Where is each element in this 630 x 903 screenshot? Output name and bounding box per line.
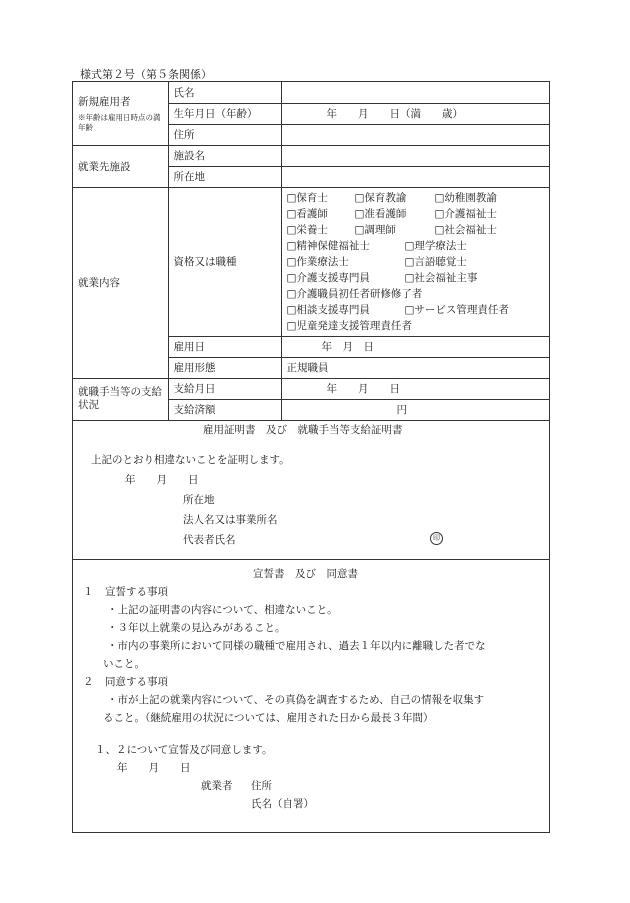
facility-name-label: 施設名 [168, 145, 281, 166]
pledge-date[interactable]: 年 月 日 [117, 762, 191, 774]
item1-point: ・上記の証明書の内容について、相違ないこと。 [107, 604, 338, 616]
facility-location-field[interactable] [281, 166, 549, 187]
section-divider [73, 559, 549, 560]
qualification-checkbox[interactable]: □介護支援専門員 [286, 271, 370, 284]
employee-address-label: 住所 [251, 780, 272, 792]
qualification-checkbox[interactable]: □准看護師 [354, 207, 407, 220]
hire-date-label: 雇用日 [168, 336, 281, 357]
address-label: 住所 [168, 124, 281, 145]
qualification-row [287, 270, 545, 286]
allowance-amount-unit: 円 [396, 404, 407, 416]
qualification-row [287, 318, 545, 334]
facility-label: 就業先施設 [73, 145, 168, 187]
name-field[interactable] [281, 82, 549, 103]
facility-name-field[interactable] [281, 145, 549, 166]
age-note: ※年齢は雇用日時点の満年齢 [78, 112, 161, 132]
allowance-amount-field[interactable] [281, 399, 549, 420]
qualification-row [287, 286, 545, 302]
hire-date-field[interactable] [281, 336, 549, 357]
new-employee-label: 新規雇用者 [78, 95, 131, 108]
new-employee-cell [73, 82, 168, 145]
employment-info-table [73, 82, 549, 421]
item2-point: ・市が上記の就業内容について、その真偽を調査するため、自己の情報を収集す [107, 694, 485, 706]
signature-label: 氏名（自署） [251, 798, 314, 810]
qualification-row [287, 302, 545, 318]
seal-mark: 印 [430, 531, 443, 545]
qualification-checklist [281, 187, 549, 336]
qualification-checkbox[interactable]: □社会福祉主事 [404, 271, 478, 284]
allowance-label: 就職手当等の支給状況 [73, 378, 168, 420]
qualification-checkbox[interactable]: □幼稚園教諭 [434, 191, 497, 204]
qualification-checkbox[interactable]: □精神保健福祉士 [286, 239, 370, 252]
employee-label: 就業者 [201, 780, 233, 792]
item2-point: ること。（継続雇用の状況については、雇用された日から最長３年間） [103, 712, 434, 724]
form-number: 様式第２号（第５条関係） [80, 68, 212, 81]
allowance-month-value: 年 月 日 [326, 383, 400, 395]
dob-value: 年 月 日（満 歳） [326, 108, 463, 120]
qualification-checkbox[interactable]: □児童発達支援管理責任者 [286, 319, 412, 332]
qualification-label: 資格又は職種 [168, 187, 281, 336]
agreement-statement: １、２について宣誓及び同意します。 [95, 744, 273, 756]
item1-heading: 宣誓する事項 [105, 586, 168, 598]
qualification-row [287, 206, 545, 222]
dob-label: 生年月日（年齢） [168, 103, 281, 124]
item2-number: ２ [83, 676, 94, 688]
certificate-location-label: 所在地 [183, 494, 215, 506]
allowance-month-field[interactable] [281, 378, 549, 399]
employment-type-field: 正規職員 [281, 357, 549, 378]
dob-field[interactable] [281, 103, 549, 124]
qualification-checkbox[interactable]: □保育士 [286, 191, 328, 204]
qualification-checkbox[interactable]: □作業療法士 [286, 255, 349, 268]
qualification-row [287, 190, 545, 206]
qualification-checkbox[interactable]: □社会福祉士 [434, 223, 497, 236]
item1-point: いこと。 [103, 658, 145, 670]
qualification-row [287, 238, 545, 254]
item1-number: １ [83, 586, 94, 598]
name-label: 氏名 [168, 82, 281, 103]
qualification-checkbox[interactable]: □理学療法士 [404, 239, 467, 252]
pledge-title: 宣誓書 及び 同意書 [253, 568, 358, 580]
address-field[interactable] [281, 124, 549, 145]
certificate-company-label: 法人名又は事業所名 [183, 514, 278, 526]
qualification-row [287, 254, 545, 270]
certificate-date[interactable]: 年 月 日 [125, 474, 199, 486]
item2-heading: 同意する事項 [105, 676, 168, 688]
certificate-rep-label: 代表者氏名 [183, 534, 236, 546]
work-label: 就業内容 [73, 187, 168, 378]
item1-point: ・市内の事業所において同様の職種で雇用され、過去１年以内に離職した者でな [107, 640, 486, 652]
qualification-checkbox[interactable]: □言語聴覚士 [404, 255, 467, 268]
qualification-checkbox[interactable]: □保育教諭 [354, 191, 407, 204]
item1-point: ・３年以上就業の見込みがあること。 [107, 622, 286, 634]
hire-date-value: 年 月 日 [321, 341, 374, 353]
qualification-checkbox[interactable]: □栄養士 [286, 223, 328, 236]
qualification-checkbox[interactable]: □サービス管理責任者 [404, 303, 509, 316]
facility-location-label: 所在地 [168, 166, 281, 187]
application-form [72, 81, 550, 833]
qualification-checkbox[interactable]: □調理師 [354, 223, 396, 236]
qualification-checkbox[interactable]: □介護福祉士 [434, 207, 497, 220]
certificate-title: 雇用証明書 及び 就職手当等支給証明書 [203, 424, 403, 436]
employment-type-label: 雇用形態 [168, 357, 281, 378]
qualification-checkbox[interactable]: □相談支援専門員 [286, 303, 370, 316]
allowance-month-label: 支給月日 [168, 378, 281, 399]
certificate-statement: 上記のとおり相違ないことを証明します。 [91, 454, 290, 466]
allowance-amount-label: 支給済額 [168, 399, 281, 420]
qualification-row [287, 222, 545, 238]
qualification-checkbox[interactable]: □介護職員初任者研修修了者 [286, 287, 423, 300]
qualification-checkbox[interactable]: □看護師 [286, 207, 328, 220]
